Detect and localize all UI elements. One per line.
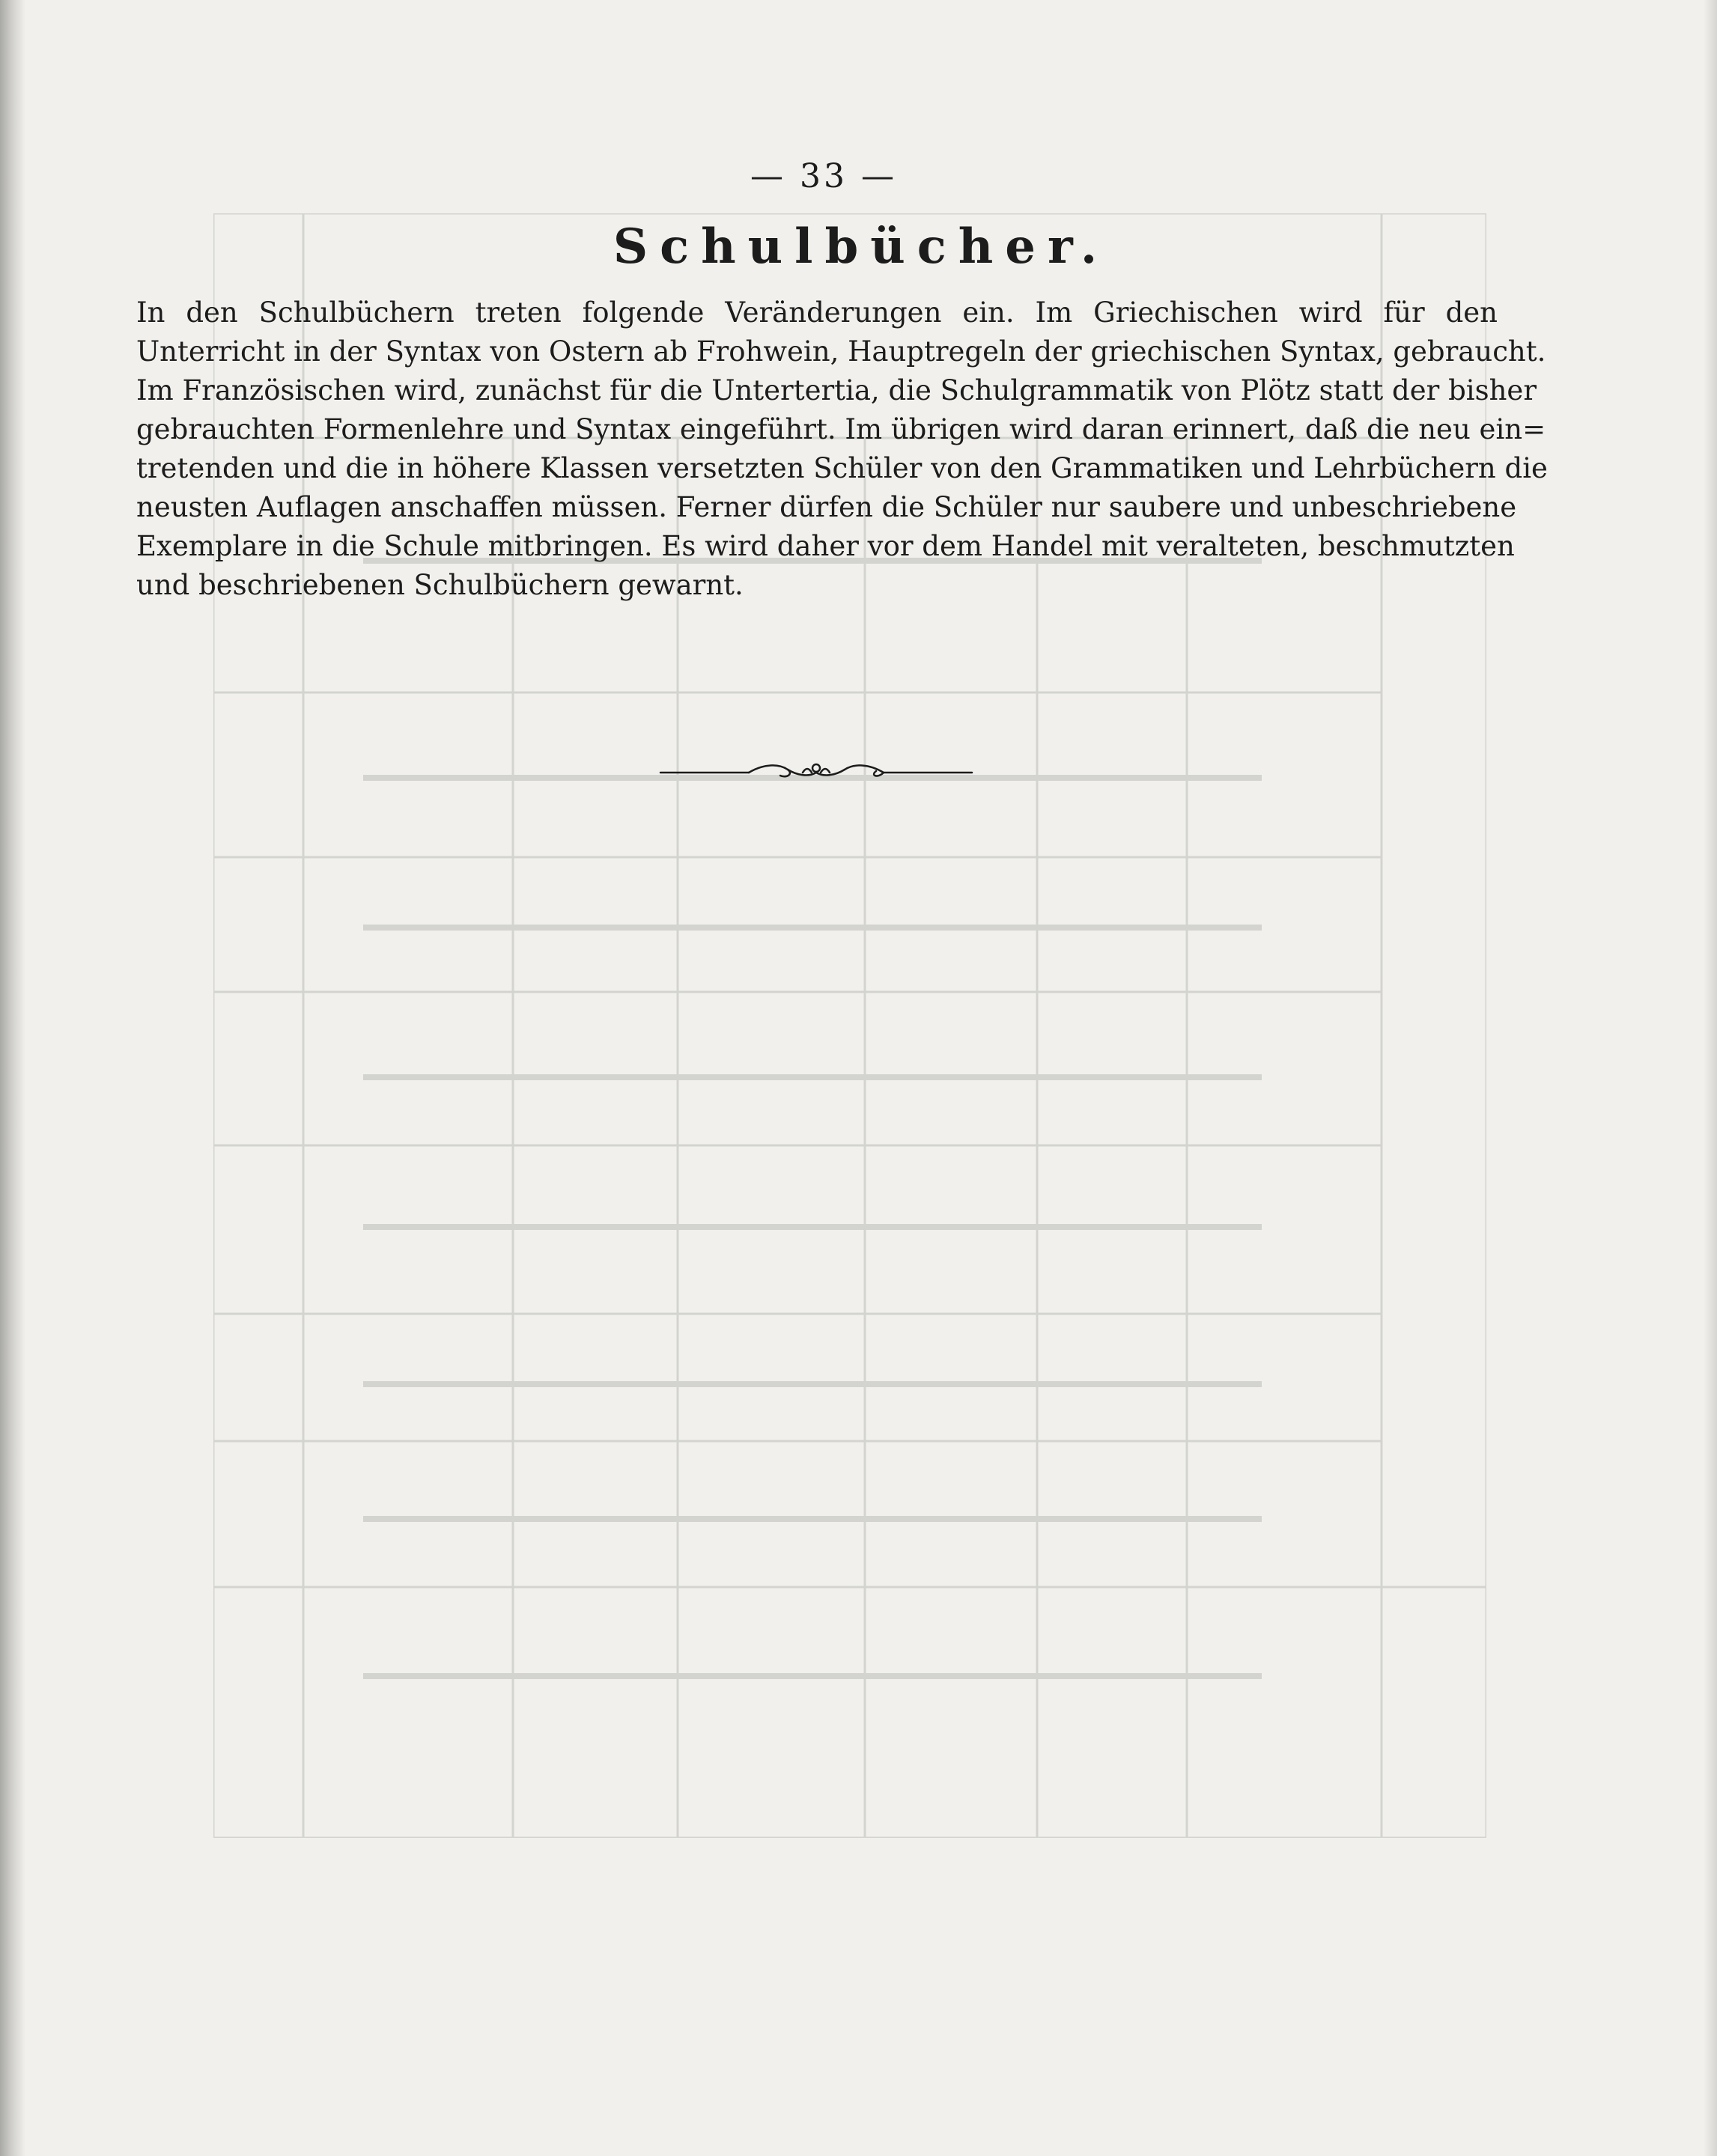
paragraph-line: Exemplare in die Schule mitbringen. Es wird daher vor dem Handel mit veralteten, beschmutzten <box>136 530 1515 562</box>
paragraph-line: tretenden und die in höhere Klassen versetzten Schüler von den Grammatiken und Lehrbüchern die <box>136 452 1548 484</box>
paragraph-line: und beschriebenen Schulbüchern gewarnt. <box>136 569 744 601</box>
body-paragraph <box>136 293 1548 605</box>
page-gutter-shadow <box>0 0 25 2156</box>
paragraph-line: Unterricht in der Syntax von Ostern ab Frohwein, Hauptregeln der griechischen Syntax, gebraucht. <box>136 335 1546 368</box>
section-title: Schulbücher. <box>613 219 1110 275</box>
ornamental-divider-icon <box>659 756 973 786</box>
page-number: — 33 — <box>750 157 897 195</box>
paragraph-line: In den Schulbüchern treten folgende Veränderungen ein. Im Griechischen wird für den <box>136 296 1498 329</box>
page-edge <box>1704 0 1717 2156</box>
paragraph-line: Im Französischen wird, zunächst für die Untertertia, die Schulgrammatik von Plötz statt der bisher <box>136 374 1537 406</box>
paragraph-line: gebrauchten Formenlehre und Syntax eingeführt. Im übrigen wird daran erinnert, daß die neu ein= <box>136 413 1546 445</box>
paragraph-line: neusten Auflagen anschaffen müssen. Ferner dürfen die Schüler nur saubere und unbeschriebene <box>136 491 1517 523</box>
